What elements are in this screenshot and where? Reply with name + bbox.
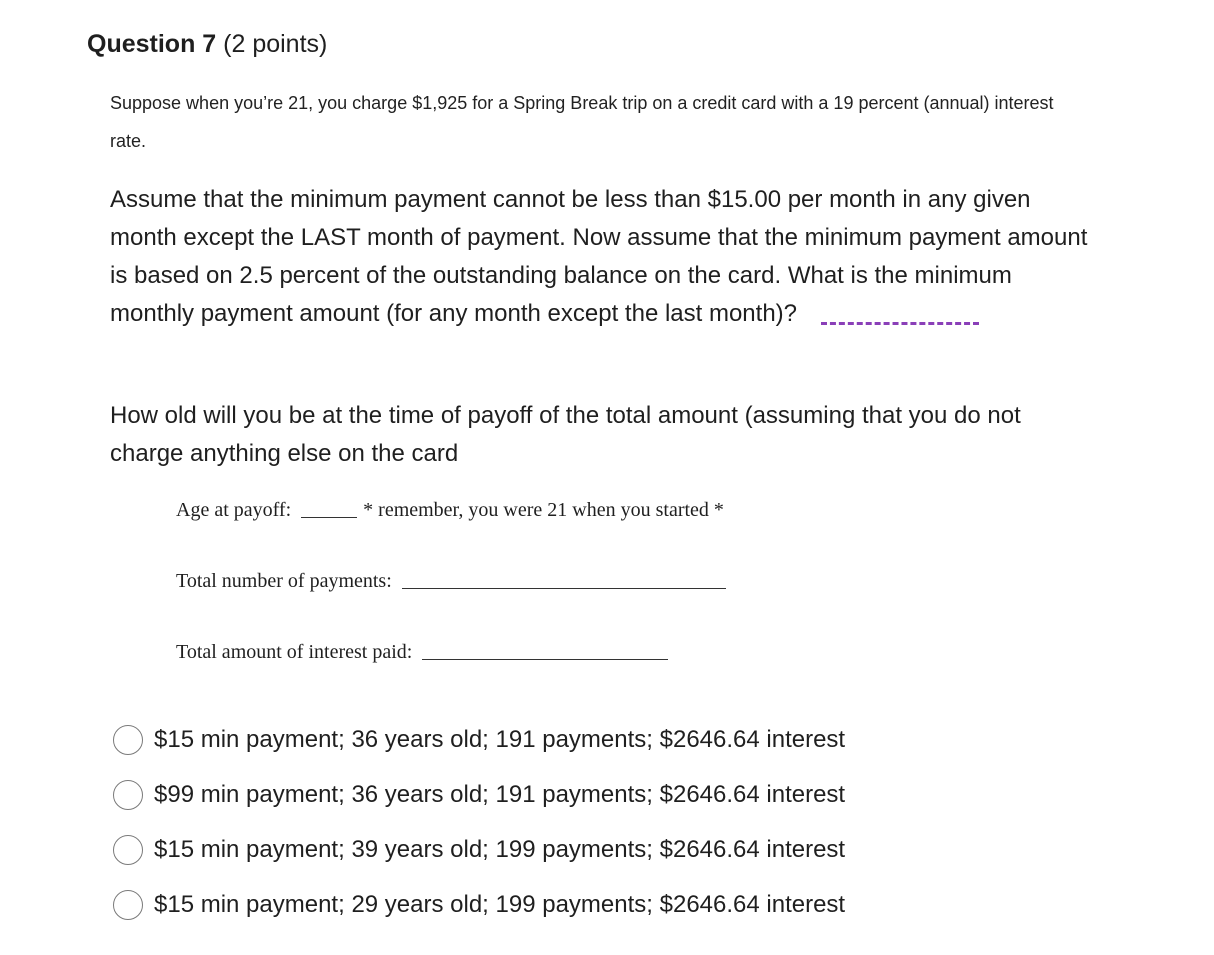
question-intro: Suppose when you’re 21, you charge $1,925 for a Spring Break trip on a credit card with a 19 percent (annual) interest rate. <box>110 93 1054 151</box>
part-1-text: Assume that the minimum payment cannot be less than $15.00 per month in any given month except the LAST month of payment. Now assume that the minimum payment amount is based on 2.5 percent of the outstanding balance on the card. What is the minimum monthly payment amount (for any month except the last month)? <box>110 186 1088 327</box>
question-header <box>87 28 327 60</box>
question-part-2: How old will you be at the time of payoff of the total amount (assuming that you do not charge anything else on the card <box>110 402 1021 467</box>
minimum-payment-answer-blank <box>821 322 979 325</box>
total-payments-label: Total number of payments: <box>176 570 392 592</box>
radio-button[interactable] <box>113 725 143 755</box>
age-at-payoff-row <box>176 497 724 523</box>
total-payments-row <box>176 568 732 594</box>
answer-option[interactable] <box>113 712 845 767</box>
answer-option[interactable] <box>113 877 845 932</box>
question-part-1 <box>110 181 1090 333</box>
answer-option[interactable] <box>113 822 845 877</box>
age-at-payoff-blank <box>301 517 357 518</box>
total-interest-label: Total amount of interest paid: <box>176 641 413 663</box>
age-at-payoff-label: Age at payoff: <box>176 499 292 521</box>
answer-option-label[interactable]: $99 min payment; 36 years old; 191 payments; $2646.64 interest <box>154 780 846 808</box>
total-interest-blank <box>422 659 668 660</box>
answer-options <box>113 712 845 932</box>
answer-option-label[interactable]: $15 min payment; 36 years old; 191 payments; $2646.64 interest <box>154 725 846 753</box>
answer-option[interactable] <box>113 767 845 822</box>
radio-button[interactable] <box>113 835 143 865</box>
question-title: Question 7 <box>87 30 217 58</box>
question-points: (2 points) <box>223 30 328 58</box>
radio-button[interactable] <box>113 890 143 920</box>
answer-option-label[interactable]: $15 min payment; 29 years old; 199 payments; $2646.64 interest <box>154 890 846 918</box>
radio-button[interactable] <box>113 780 143 810</box>
total-interest-row <box>176 639 674 665</box>
total-payments-blank <box>402 588 726 589</box>
age-at-payoff-note: * remember, you were 21 when you started * <box>363 499 724 521</box>
answer-option-label[interactable]: $15 min payment; 39 years old; 199 payments; $2646.64 interest <box>154 835 846 863</box>
